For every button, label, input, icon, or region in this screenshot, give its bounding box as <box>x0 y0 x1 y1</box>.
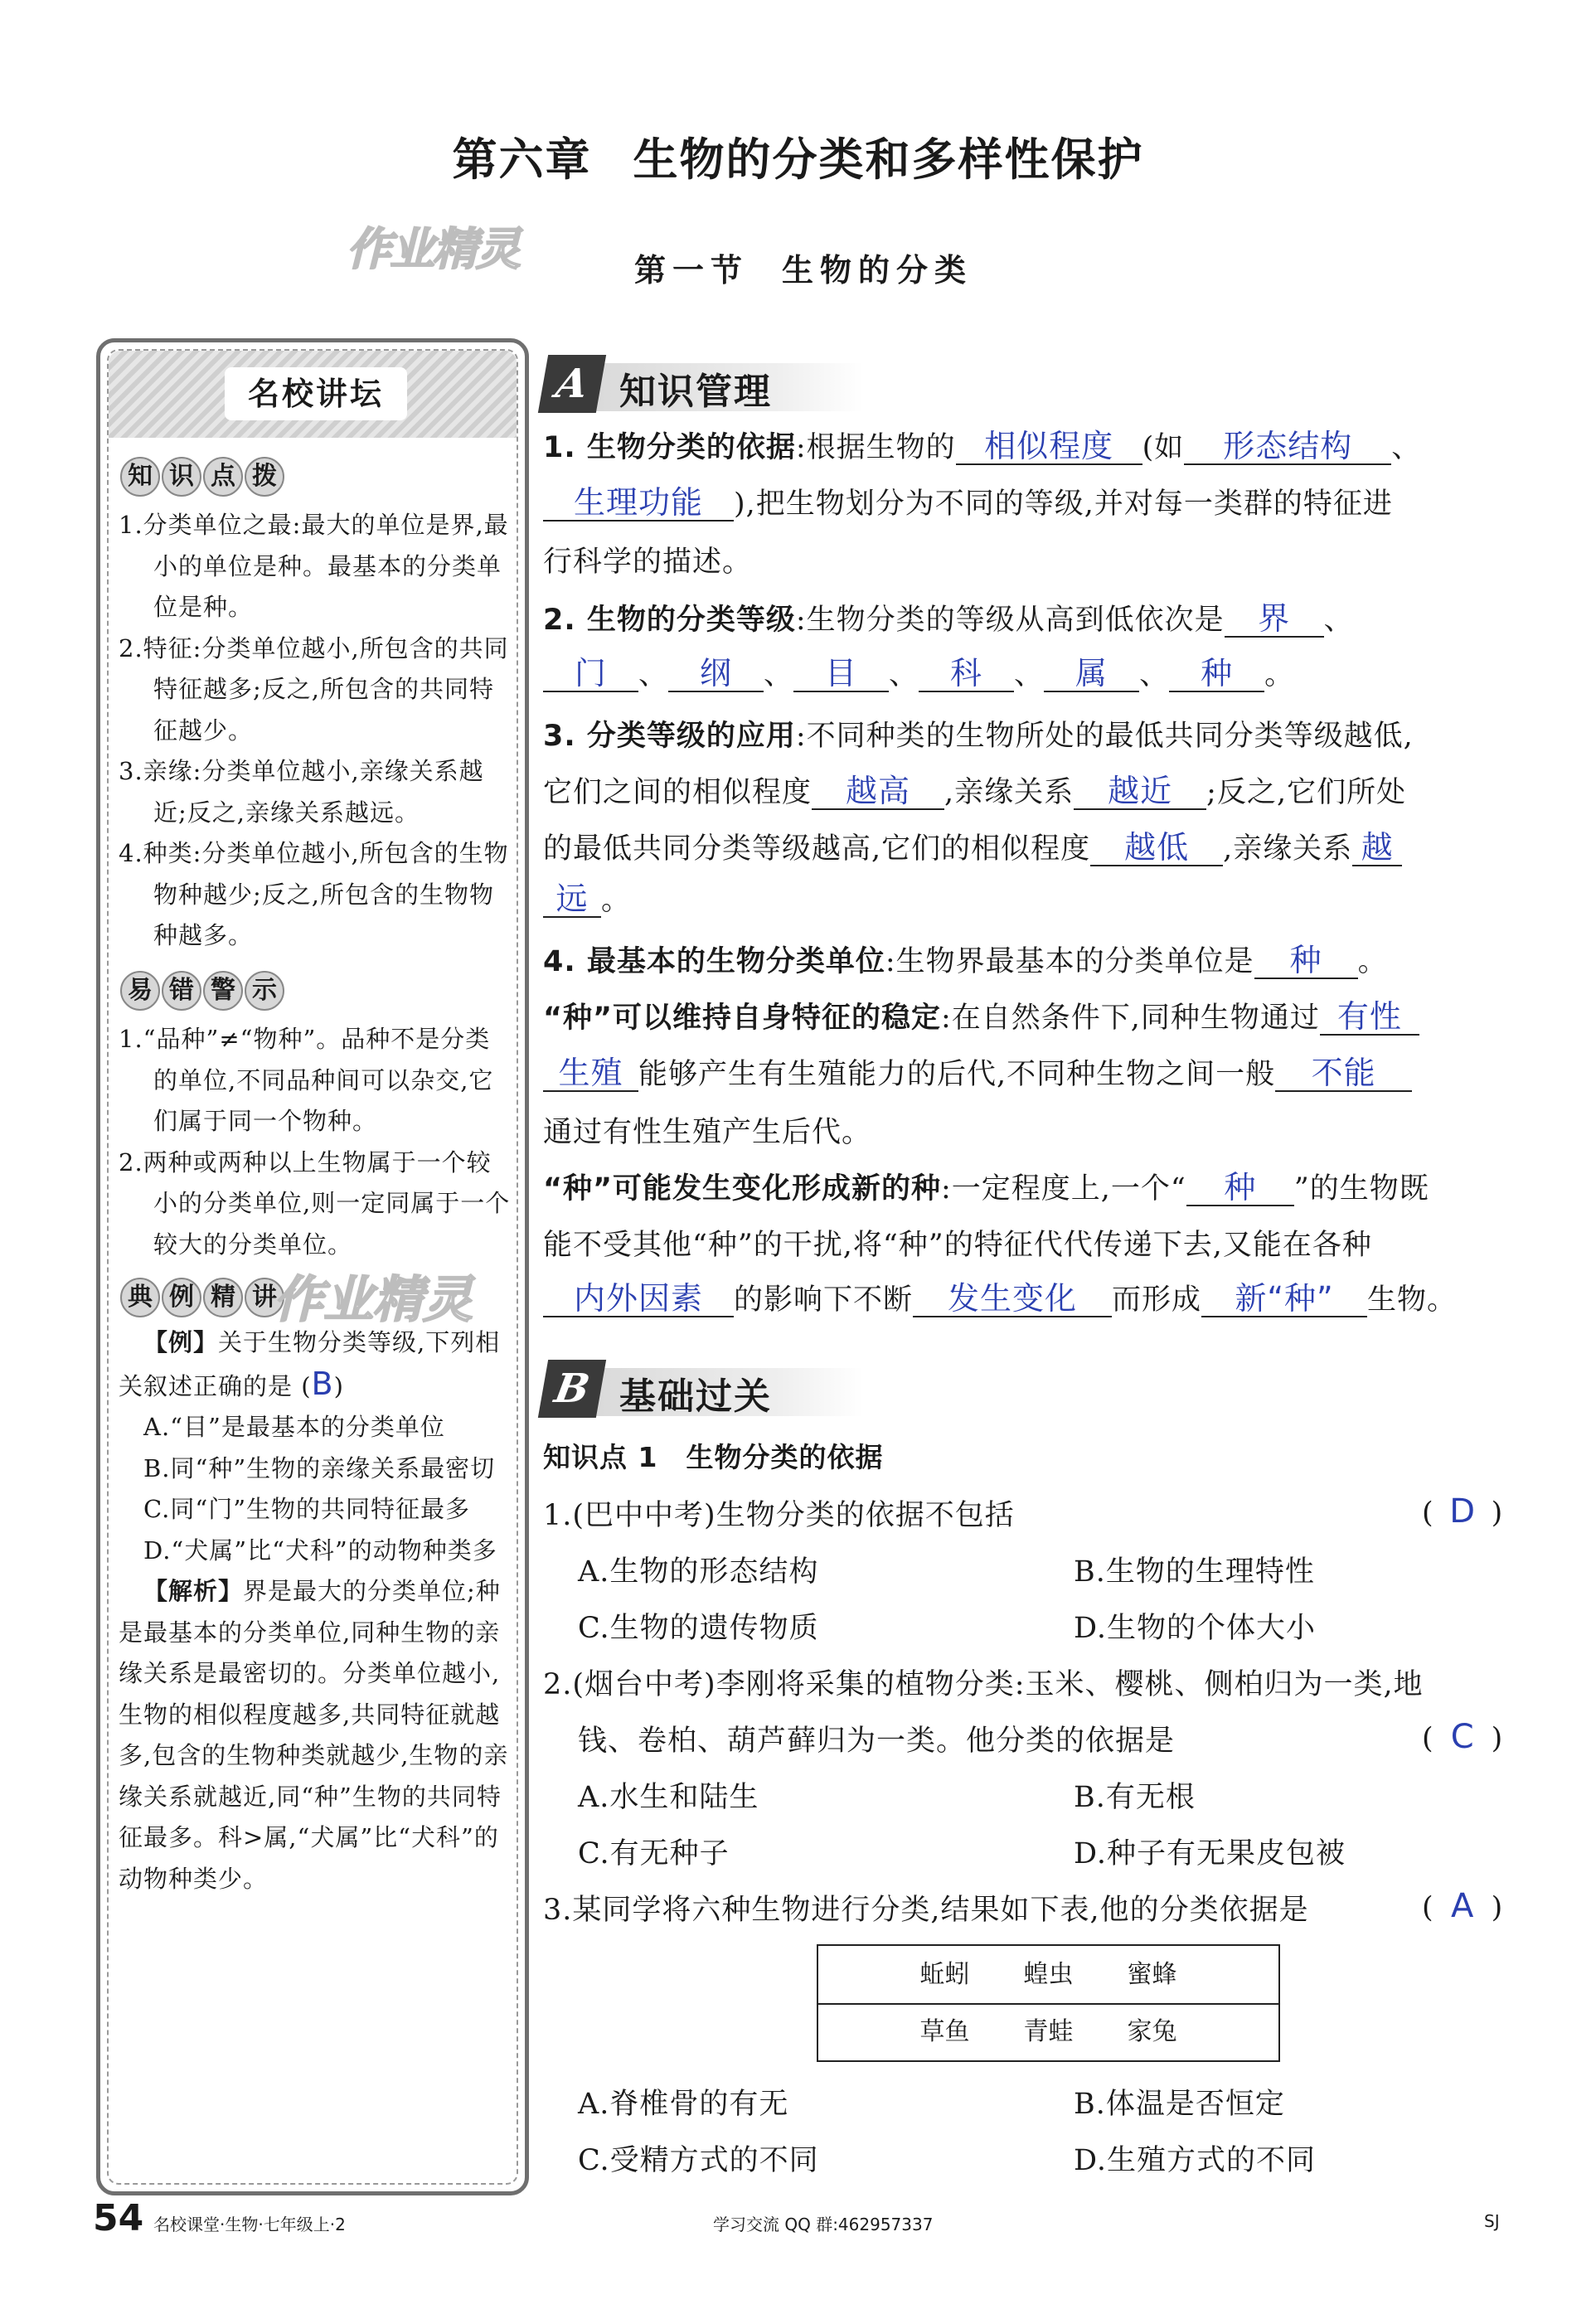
qa2-line1: 2. 生物的分类等级:生物分类的等级从高到低依次是 界 、 <box>543 600 1354 637</box>
example-answer: B <box>311 1365 334 1402</box>
answer-blank: 远 <box>543 883 601 918</box>
qb3-option-a: A.脊椎骨的有无 <box>578 2088 789 2121</box>
footer-qq-group: 学习交流 QQ 群:462957337 <box>713 2215 934 2234</box>
qb3-option-d: D.生殖方式的不同 <box>1074 2144 1316 2177</box>
page-number: 54 <box>93 2197 144 2239</box>
qa3-line1: 3. 分类等级的应用:不同种类的生物所处的最低共同分类等级越低, <box>543 720 1414 753</box>
sidebar-title: 名校讲坛 <box>225 367 407 420</box>
qb2-stem-line1: 2.(烟台中考)李刚将采集的植物分类:玉米、樱桃、侧柏归为一类,地 <box>543 1668 1424 1701</box>
section-title: 第一节 生物的分类 <box>634 251 973 289</box>
chapter-title: 第六章 生物的分类和多样性保护 <box>452 133 1144 186</box>
qa3-line3: 的最低共同分类等级越高,它们的相似程度 越低 ,亲缘关系 越 <box>543 826 1402 867</box>
table-cell: 家兔 <box>1127 2017 1177 2046</box>
table-cell: 青蛙 <box>1023 2017 1074 2046</box>
sidebar-header <box>109 351 517 438</box>
example-option: D.“犬属”比“犬科”的动物种类多 <box>143 1535 497 1565</box>
section-b-banner: B 基础过关 <box>543 1360 866 1424</box>
example-option: A.“目”是最基本的分类单位 <box>143 1413 445 1441</box>
qb2-option-c: C.有无种子 <box>578 1837 730 1870</box>
table-cell: 蚯蚓 <box>919 1960 970 1989</box>
answer-blank: 种 <box>1169 657 1264 692</box>
answer-blank: 越高 <box>812 775 944 810</box>
qb1-option-b: B.生物的生理特性 <box>1074 1555 1315 1589</box>
answer-blank: 越 <box>1352 832 1402 866</box>
watermark-logo: 作业精灵 <box>347 222 519 275</box>
qa5-line1: “种”可以维持自身特征的稳定:在自然条件下,同种生物通过 有性 <box>543 995 1419 1036</box>
table-cell: 蝗虫 <box>1023 1960 1074 1989</box>
table-cell: 蜜蜂 <box>1127 1960 1177 1989</box>
knowledge-tips-heading: 知 识 点 拨 <box>120 457 284 500</box>
qa6-line3: 内外因素 的影响下不断 发生变化 而形成 新“种” 生物。 <box>543 1277 1457 1318</box>
qa1-line3: 行科学的描述。 <box>543 546 753 579</box>
answer-blank: 内外因素 <box>543 1283 734 1317</box>
knowledge-tips-list <box>119 505 515 957</box>
qb3-stem: 3.某同学将六种生物进行分类,结果如下表,他的分类依据是 <box>543 1894 1309 1927</box>
qa3-line2: 它们之间的相似程度 越高 ,亲缘关系 越近 ;反之,它们所处 <box>543 773 1407 809</box>
table-cell: 草鱼 <box>919 2017 970 2046</box>
example-stem: 【例】关于生物分类等级,下列相关叙述正确的是 (B) <box>119 1328 501 1402</box>
answer-blank: 有性 <box>1320 1001 1419 1036</box>
qb1-answer: ( D ) <box>1422 1492 1503 1531</box>
tip-item: 3.亲缘:分类单位越小,亲缘关系越近;反之,亲缘关系越远。 <box>119 757 484 827</box>
answer-blank: 越近 <box>1074 775 1206 810</box>
qb3-option-b: B.体温是否恒定 <box>1074 2088 1285 2121</box>
answer-blank: 纲 <box>668 657 764 692</box>
tip-item: 2.特征:分类单位越小,所包含的共同特征越多;反之,所包含的共同特征越少。 <box>119 633 509 745</box>
example-option: B.同“种”生物的亲缘关系最密切 <box>143 1453 496 1482</box>
answer-blank: 生殖 <box>543 1057 638 1092</box>
tip-item: 1.分类单位之最:最大的单位是界,最小的单位是种。最基本的分类单位是种。 <box>119 511 509 621</box>
watermark-logo: 作业精灵 <box>274 1271 473 1329</box>
qa2-line2: 门 、 纲 、 目 、 科 、 属 、 种 。 <box>543 652 1294 693</box>
answer-blank: 界 <box>1225 603 1324 638</box>
answer-blank: 科 <box>919 657 1014 692</box>
example-block <box>119 1322 515 1899</box>
answer-blank: 形态结构 <box>1184 430 1391 465</box>
qa6-line2: 能不受其他“种”的干扰,将“种”的特征代代传递下去,又能在各种 <box>543 1229 1372 1262</box>
qb2-option-b: B.有无根 <box>1074 1781 1196 1814</box>
example-option: C.同“门”生物的共同特征最多 <box>143 1495 471 1523</box>
qb1-option-a: A.生物的形态结构 <box>578 1555 819 1589</box>
answer-blank: 相似程度 <box>956 430 1142 465</box>
footer-edition: SJ <box>1484 2211 1500 2231</box>
answer-blank: 门 <box>543 657 638 692</box>
footer-book-title: 名校课堂·生物·七年级上·2 <box>153 2215 346 2234</box>
table-row <box>818 1946 1278 2005</box>
answer-blank: 种 <box>1254 944 1358 979</box>
qb3-option-c: C.受精方式的不同 <box>578 2144 819 2177</box>
classification-table <box>817 1944 1280 2062</box>
qa3-line4: 远 。 <box>543 877 631 919</box>
qa5-line2: 生殖 能够产生有生殖能力的后代,不同种生物之间一般 不能 <box>543 1051 1412 1093</box>
example-analysis: 【解析】界是最大的分类单位;种是最基本的分类单位,同种生物的亲缘关系是最密切的。分类单位越小,生物的相似程度越多,共同特征就越多,包含的生物种类就越少,生物的亲缘关系就越近,同“种”生物的共同特征最多。科>属,“犬属”比“犬科”的动物种类少。 <box>119 1577 509 1893</box>
common-mistakes-list <box>119 1019 515 1265</box>
answer-blank: 目 <box>793 657 889 692</box>
qb2-answer: ( C ) <box>1422 1718 1503 1756</box>
common-mistakes-heading: 易 错 警 示 <box>120 971 284 1014</box>
answer-blank: 生理功能 <box>543 487 734 522</box>
answer-blank: 发生变化 <box>913 1283 1112 1317</box>
warning-item: 1.“品种”≠“物种”。品种不是分类的单位,不同品种间可以杂交,它们属于同一个物种。 <box>119 1025 494 1135</box>
qb2-stem-line2: 钱、卷柏、葫芦藓归为一类。他分类的依据是 <box>578 1725 1176 1758</box>
qb2-option-d: D.种子有无果皮包被 <box>1074 1837 1346 1870</box>
answer-blank: 越低 <box>1090 832 1223 866</box>
answer-blank: 种 <box>1186 1172 1294 1206</box>
tip-item: 4.种类:分类单位越小,所包含的生物物种越少;反之,所包含的生物物种越多。 <box>119 839 509 949</box>
qa4-line: 4. 最基本的生物分类单位:生物界最基本的分类单位是 种 。 <box>543 942 1388 978</box>
qa5-line3: 通过有性生殖产生后代。 <box>543 1116 872 1149</box>
example-heading: 典 例 精 讲 <box>120 1278 284 1321</box>
qb1-option-c: C.生物的遗传物质 <box>578 1612 819 1645</box>
answer-blank: 属 <box>1044 657 1139 692</box>
qa1-line2: 生理功能 ),把生物划分为不同的等级,并对每一类群的特征进 <box>543 481 1393 522</box>
qb1-option-d: D.生物的个体大小 <box>1074 1612 1316 1645</box>
answer-blank: 新“种” <box>1201 1283 1367 1317</box>
knowledge-point-1: 知识点 1 生物分类的依据 <box>543 1441 884 1473</box>
qa1-line1: 1. 生物分类的依据:根据生物的 相似程度 (如 形态结构 、 <box>543 428 1422 464</box>
answer-blank: 不能 <box>1275 1057 1412 1092</box>
table-row <box>818 2003 1278 2060</box>
qb3-answer: ( A ) <box>1422 1887 1503 1925</box>
qb1-stem: 1.(巴中中考)生物分类的依据不包括 <box>543 1499 1015 1532</box>
section-a-banner: A 知识管理 <box>543 355 866 420</box>
qa6-line1: “种”可能发生变化形成新的种:一定程度上,一个“ 种 ”的生物既 <box>543 1169 1429 1206</box>
qb2-option-a: A.水生和陆生 <box>578 1781 759 1814</box>
warning-item: 2.两种或两种以上生物属于一个较小的分类单位,则一定同属于一个较大的分类单位。 <box>119 1147 511 1259</box>
